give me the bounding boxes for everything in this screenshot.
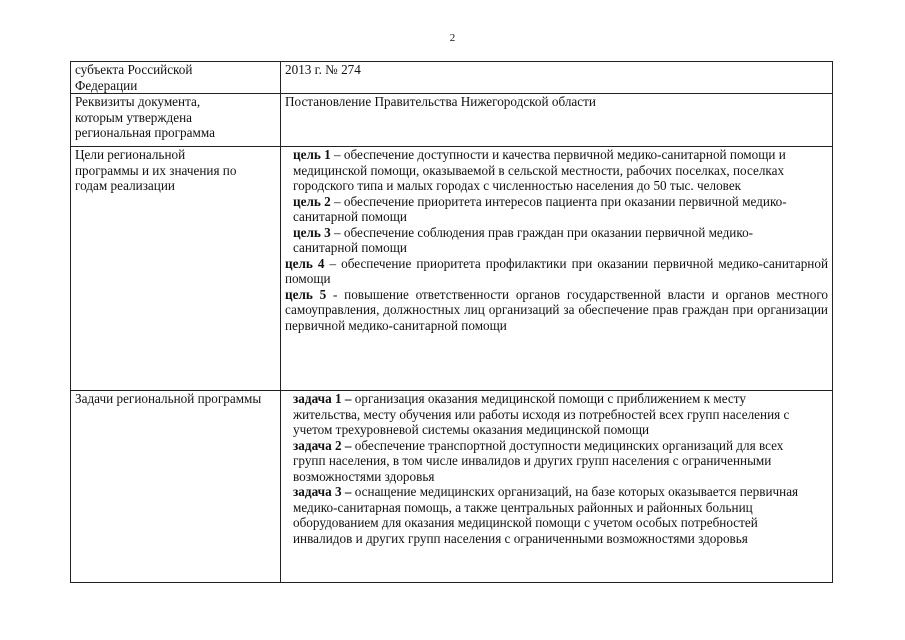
task-text: обеспечение транспортной доступности медицинских организаций для всех групп населения, в том числе инвалидов и других групп населения с ограниченными возможностями здоровья bbox=[293, 437, 784, 484]
row-label-cell bbox=[71, 62, 281, 94]
row-label-cell bbox=[71, 94, 281, 147]
row-label-cell bbox=[71, 391, 281, 583]
goal-item bbox=[285, 287, 828, 334]
task-label: задача 2 – bbox=[293, 437, 352, 453]
task-item bbox=[285, 484, 828, 546]
row-value-cell bbox=[281, 147, 833, 391]
row-label-line: региональная программа bbox=[75, 125, 215, 140]
page-number: 2 bbox=[449, 32, 456, 44]
row-value-cell bbox=[281, 62, 833, 94]
goal-item bbox=[285, 194, 828, 225]
row-value-cell bbox=[281, 94, 833, 147]
task-item bbox=[285, 391, 828, 438]
row-label-line: годам реализации bbox=[75, 178, 175, 193]
task-text: организация оказания медицинской помощи с приближением к месту жительства, месту обучения или работы исходя из потребностей всех групп населения с учетом трехуровневой системы оказания медицинской помощи bbox=[293, 391, 790, 437]
row-label-line: субъекта Российской bbox=[75, 62, 193, 77]
task-item bbox=[285, 438, 828, 485]
row-value-cell bbox=[281, 391, 833, 583]
table-row bbox=[71, 147, 833, 391]
approval-date-number: 2013 г. № 274 bbox=[285, 62, 361, 77]
goal-label: цель 4 bbox=[285, 255, 325, 271]
table-row bbox=[71, 62, 833, 94]
goal-label: цель 3 bbox=[293, 224, 331, 240]
task-label: задача 1 – bbox=[293, 391, 352, 406]
program-passport-table bbox=[70, 61, 833, 583]
row-label-line: Цели региональной bbox=[75, 147, 186, 162]
row-label-line: программы и их значения по bbox=[75, 162, 237, 178]
goal-item bbox=[285, 225, 828, 256]
goal-text: – обеспечение соблюдения прав граждан при оказании первичной медико-санитарной помощи bbox=[293, 224, 754, 255]
goal-text: - повышение ответственности органов государственной власти и органов местного самоуправления, должностных лиц организаций за обеспечение прав граждан при организации первичной медико-санитарной помощи bbox=[285, 286, 829, 333]
row-label-line: Задачи региональной программы bbox=[75, 391, 262, 406]
goal-text: – обеспечение доступности и качества первичной медико-санитарной помощи и медицинской помощи, оказываемой в сельской местности, рабочих поселках, поселках городского типа и малых городах с численностью населения до 50 тыс. человек bbox=[293, 147, 786, 193]
row-label-line: Реквизиты документа, bbox=[75, 94, 201, 109]
task-label: задача 3 – bbox=[293, 484, 352, 499]
goal-label: цель 2 bbox=[293, 193, 331, 209]
row-label-cell bbox=[71, 147, 281, 391]
document-requisites: Постановление Правительства Нижегородской области bbox=[285, 94, 596, 109]
row-label-line: которым утверждена bbox=[75, 109, 192, 125]
goal-text: – обеспечение приоритета профилактики при оказании первичной медико-санитарной помощи bbox=[285, 255, 829, 286]
table-row bbox=[71, 391, 833, 583]
goal-label: цель 5 bbox=[285, 286, 327, 302]
goal-text: – обеспечение приоритета интересов пациента при оказании первичной медико-санитарной помощи bbox=[293, 193, 787, 224]
table-row bbox=[71, 94, 833, 147]
row-label-line: Федерации bbox=[75, 77, 138, 93]
goal-label: цель 1 bbox=[293, 147, 331, 162]
task-text: оснащение медицинских организаций, на базе которых оказывается первичная медико-санитарная помощь, а также центральных районных и районных больниц оборудованием для оказания медицинской помощи с учетом особых потребностей инвалидов и других групп населения с ограниченными возможностями здоровья bbox=[293, 484, 799, 546]
goal-item bbox=[285, 256, 828, 287]
goal-item bbox=[285, 147, 828, 194]
